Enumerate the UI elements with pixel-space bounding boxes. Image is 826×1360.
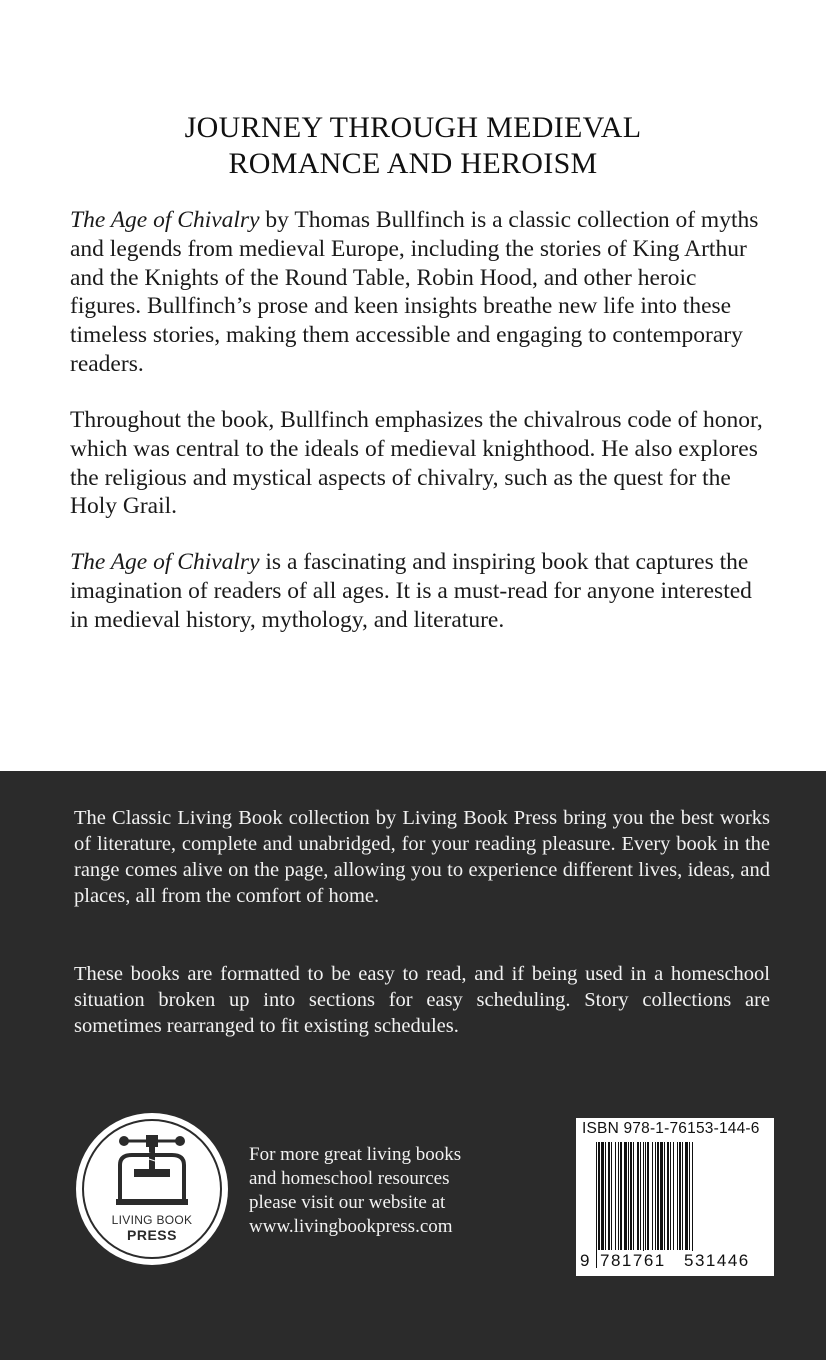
barcode-bar [689, 1142, 690, 1250]
barcode-bar [670, 1142, 671, 1250]
barcode-bar [657, 1142, 659, 1250]
barcode-bar [640, 1142, 641, 1250]
barcode-bar [679, 1142, 681, 1250]
barcode-bar [637, 1142, 639, 1250]
isbn-label: ISBN 978-1-76153-144-6 [582, 1120, 760, 1137]
book-title: The Age of Chivalry [70, 207, 260, 233]
description-paragraph-2 [70, 406, 770, 521]
barcode-bar [655, 1142, 656, 1250]
website-line-2: and homeschool resources [249, 1168, 450, 1189]
cover-heading [0, 110, 826, 182]
description-paragraph-1 [70, 206, 770, 379]
barcode-bar [620, 1142, 622, 1250]
barcode-bar [664, 1142, 665, 1250]
description-paragraph-3 [70, 548, 770, 634]
barcode-bar [596, 1142, 597, 1268]
barcode-bar [682, 1142, 683, 1250]
barcode-bar [601, 1142, 604, 1250]
barcode-bar [685, 1142, 688, 1250]
barcode-bar [628, 1142, 629, 1250]
barcode-bar [598, 1142, 600, 1250]
website-line-3: please visit our website at [249, 1192, 446, 1213]
book-title: The Age of Chivalry [70, 549, 260, 575]
description-text-3: is a fascinating and inspiring book that captures the imagination of readers of all ages. It is a must-read for anyone interested in medieval history, mythology, and literature. [70, 549, 752, 633]
barcode-digit-first: 9 [580, 1251, 591, 1270]
barcode-bar [615, 1142, 616, 1250]
heading-line-2: ROMANCE AND HEROISM [228, 147, 598, 180]
barcode-bar [643, 1142, 644, 1268]
description-text-1: by Thomas Bullfinch is a classic collection of myths and legends from medieval Europe, including the stories of King Arthur and the Knights of the Round Table, Robin Hood, and other heroic figures. Bullfinch’s prose and keen insights breathe new life into these timeless stories, making them accessible and engaging to contemporary readers. [70, 207, 759, 377]
barcode-bar [633, 1142, 634, 1250]
logo-text-press: PRESS [127, 1227, 177, 1243]
barcode-bar [660, 1142, 663, 1250]
barcode-bar [618, 1142, 619, 1250]
barcode-bar [673, 1142, 674, 1250]
publisher-panel [0, 771, 826, 1360]
barcode-bar [608, 1142, 610, 1250]
barcode-bar [692, 1142, 693, 1268]
barcode-bar [667, 1142, 669, 1250]
barcode-digit-group-1: 781761 [600, 1251, 666, 1270]
barcode-bar [652, 1142, 653, 1250]
barcode-digits [576, 1251, 774, 1273]
barcode-bar [647, 1142, 649, 1250]
barcode-bar [605, 1142, 606, 1250]
heading-line-1: JOURNEY THROUGH MEDIEVAL [184, 111, 642, 144]
barcode-bar [645, 1142, 646, 1250]
website-url: www.livingbookpress.com [249, 1216, 453, 1237]
barcode-digit-group-2: 531446 [684, 1251, 750, 1270]
living-book-press-logo [76, 1113, 228, 1265]
website-info [249, 1143, 489, 1239]
publisher-blurb-1: The Classic Living Book collection by Living Book Press bring you the best works of literature, complete and unabridged, for your reading pleasure. Every book in the range comes alive on the page, allowing you to experience different lives, ideas, and places, all from the comfort of home. [74, 807, 770, 907]
barcode-bar [630, 1142, 632, 1250]
website-line-1: For more great living books [249, 1144, 462, 1165]
barcode-bar [677, 1142, 678, 1250]
description-text-2: Throughout the book, Bullfinch emphasizes the chivalrous code of honor, which was central to the ideals of medieval knighthood. He also explores the religious and mystical aspects of chivalry, such as the quest for the Holy Grail. [70, 407, 763, 520]
barcode-bar [624, 1142, 627, 1250]
barcode-bar [611, 1142, 612, 1250]
logo-text-living-book: LIVING BOOK [111, 1213, 193, 1227]
publisher-blurb-2: These books are formatted to be easy to read, and if being used in a homeschool situation broken up into sections for easy scheduling. Story collections are sometimes rearranged to fit existing schedules. [74, 963, 770, 1037]
isbn-barcode [576, 1118, 774, 1276]
